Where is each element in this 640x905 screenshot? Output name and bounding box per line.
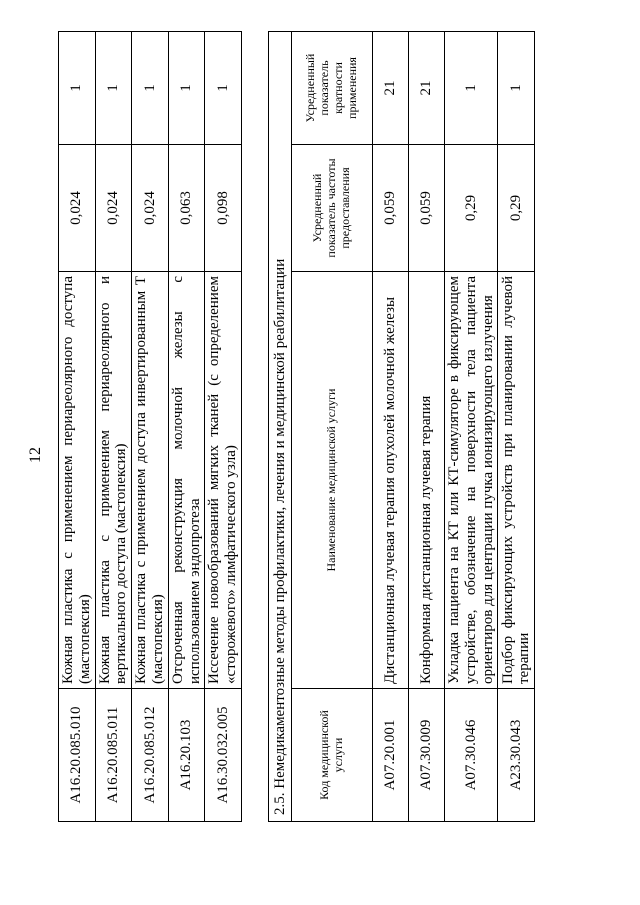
multiplicity-value: 1 [205, 32, 242, 145]
service-name: Кожная пластика с применением периареолярного и вертикального доступа (мастопексия) [95, 272, 132, 689]
frequency-value: 0,059 [373, 145, 409, 272]
service-name: Подбор фиксирующих устройств при планировании лучевой терапии [498, 272, 535, 689]
table-row [132, 32, 169, 822]
service-code: A16.30.032.005 [205, 689, 242, 822]
services-table-surgical [58, 31, 242, 822]
table-caption-row [269, 32, 292, 822]
table-row [205, 32, 242, 822]
table-row [409, 32, 445, 822]
multiplicity-value: 21 [373, 32, 409, 145]
service-code: A07.30.009 [409, 689, 445, 822]
frequency-value: 0,059 [409, 145, 445, 272]
multiplicity-value: 21 [409, 32, 445, 145]
table-row [498, 32, 535, 822]
frequency-value: 0,024 [59, 145, 96, 272]
table-row [373, 32, 409, 822]
multiplicity-value: 1 [168, 32, 205, 145]
table-row [95, 32, 132, 822]
table-row [168, 32, 205, 822]
frequency-value: 0,29 [445, 145, 498, 272]
table-header-row [292, 32, 373, 822]
frequency-value: 0,024 [132, 145, 169, 272]
frequency-value: 0,098 [205, 145, 242, 272]
service-name: Отсроченная реконструкция молочной железы с использованием эндопротеза [168, 272, 205, 689]
service-code: A07.20.001 [373, 689, 409, 822]
service-code: A16.20.085.012 [132, 689, 169, 822]
multiplicity-value: 1 [132, 32, 169, 145]
service-code: A07.30.046 [445, 689, 498, 822]
header-frequency: Усредненный показатель частоты предоставления [292, 145, 373, 272]
frequency-value: 0,063 [168, 145, 205, 272]
multiplicity-value: 1 [95, 32, 132, 145]
service-name: Кожная пластика с применением доступа инвертированным Т (мастопексия) [132, 272, 169, 689]
header-name: Наименование медицинской услуги [292, 272, 373, 689]
table-row [59, 32, 96, 822]
rotated-content [58, 32, 618, 822]
header-multiplicity: Усредненный показатель кратности применения [292, 32, 373, 145]
service-code: A16.20.103 [168, 689, 205, 822]
multiplicity-value: 1 [59, 32, 96, 145]
service-name: Иссечение новообразований мягких тканей (с определением «сторожевого» лимфатического узла) [205, 272, 242, 689]
service-code: A16.20.085.010 [59, 689, 96, 822]
service-code: A16.20.085.011 [95, 689, 132, 822]
header-code: Код медицинской услуги [292, 689, 373, 822]
frequency-value: 0,024 [95, 145, 132, 272]
service-name: Укладка пациента на КТ или КТ-симуляторе в фиксирующем устройстве, обозначение на поверхности тела пациента ориентиров для центрации пучка ионизирующего излучения [445, 272, 498, 689]
section-caption: 2.5. Немедикаментозные методы профилактики, лечения и медицинской реабилитации [269, 32, 292, 822]
page-number: 12 [27, 447, 44, 463]
service-name: Кожная пластика с применением периареолярного доступа (мастопексия) [59, 272, 96, 689]
service-name: Конформная дистанционная лучевая терапия [409, 272, 445, 689]
services-table-nonmedication [268, 31, 535, 822]
service-code: A23.30.043 [498, 689, 535, 822]
frequency-value: 0,29 [498, 145, 535, 272]
multiplicity-value: 1 [445, 32, 498, 145]
multiplicity-value: 1 [498, 32, 535, 145]
table-row [445, 32, 498, 822]
service-name: Дистанционная лучевая терапия опухолей молочной железы [373, 272, 409, 689]
